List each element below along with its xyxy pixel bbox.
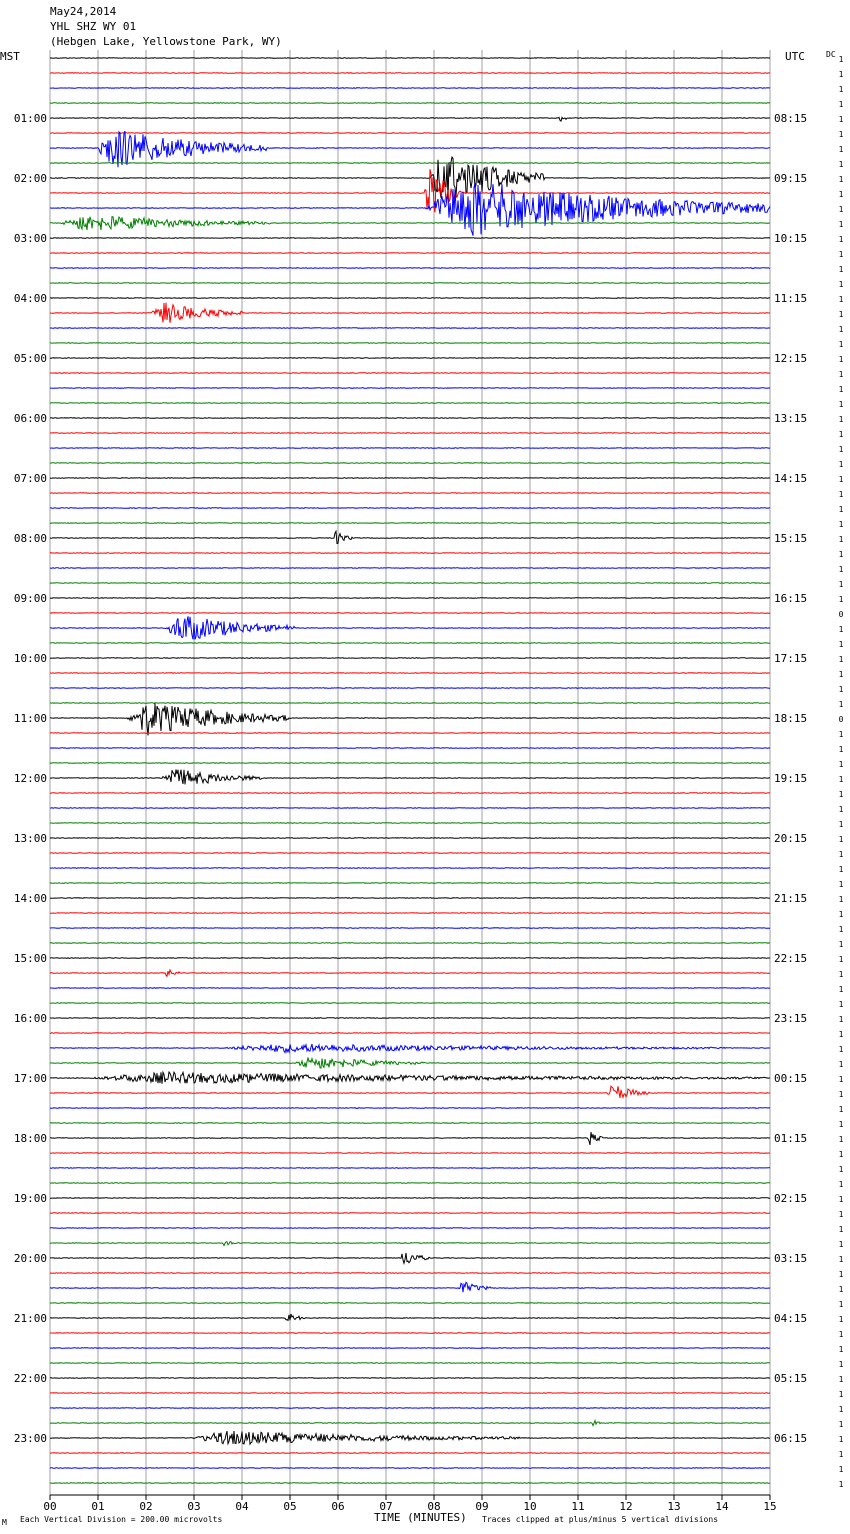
trace-line [50,583,770,584]
trace-line [50,970,770,976]
dc-offset-value: 1 [838,190,844,199]
dc-offset-value: 1 [838,1120,844,1129]
dc-offset-value: 1 [838,475,844,484]
dc-offset-value: 1 [838,955,844,964]
trace-line [50,358,770,359]
dc-offset-value: 1 [838,1210,844,1219]
trace-line [50,298,770,299]
utc-hour-label: 09:15 [774,172,808,185]
trace-line [50,616,770,639]
dc-offset-value: 1 [838,1045,844,1054]
dc-offset-value: 1 [838,1225,844,1234]
trace-rows [50,58,770,1484]
trace-line [50,1378,770,1379]
trace-line [50,1468,770,1469]
dc-offset-value: 1 [838,670,844,679]
dc-offset-value: 1 [838,1330,844,1339]
utc-hour-label: 19:15 [774,772,808,785]
trace-line [50,823,770,824]
x-tick-label: 10 [523,1500,537,1513]
x-tick-label: 13 [667,1500,681,1513]
dc-offset-value: 0 [838,610,844,619]
station-code: YHL SHZ WY 01 [50,20,137,33]
trace-line [50,913,770,914]
mst-hour-label: 05:00 [13,352,47,365]
trace-line [50,1303,770,1304]
trace-line [50,748,770,749]
dc-offset-value: 1 [838,1270,844,1279]
trace-line [50,1123,770,1124]
dc-offset-value: 1 [838,1030,844,1039]
mst-hour-label: 01:00 [13,112,47,125]
mst-hour-label: 21:00 [13,1312,47,1325]
trace-line [50,1132,770,1145]
right-timezone-label: UTC [785,50,805,63]
dc-offset-value: 1 [838,280,844,289]
trace-line [50,598,770,599]
mst-hour-label: 22:00 [13,1372,47,1385]
dc-offset-value: 1 [838,1180,844,1189]
dc-offset-value: 1 [838,1315,844,1324]
trace-line [50,703,770,704]
dc-offset-value: 1 [838,445,844,454]
dc-offset-value: 1 [838,775,844,784]
dc-offset-value: 1 [838,355,844,364]
corner-mark: M [2,1518,7,1527]
dc-offset-value: 1 [838,1435,844,1444]
trace-line [50,988,770,989]
dc-offset-value: 1 [838,340,844,349]
trace-line [50,88,770,89]
trace-line [50,1253,770,1263]
dc-offset-value: 1 [838,400,844,409]
trace-line [50,373,770,374]
trace-line [50,268,770,269]
dc-offset-value: 1 [838,220,844,229]
mst-hour-label: 16:00 [13,1012,47,1025]
trace-line [50,1363,770,1364]
trace-line [50,183,770,235]
dc-offset-value: 1 [838,160,844,169]
dc-offset-value: 1 [838,115,844,124]
dc-offset-value: 1 [838,880,844,889]
dc-offset-value: 1 [838,790,844,799]
mst-hour-label: 14:00 [13,892,47,905]
trace-line [50,433,770,434]
trace-line [50,553,770,554]
dc-offset-value: 1 [838,565,844,574]
utc-hour-label: 05:15 [774,1372,808,1385]
utc-hour-label: 00:15 [774,1072,808,1085]
trace-line [50,1044,770,1053]
dc-offset-value: 1 [838,985,844,994]
trace-line [50,58,770,59]
trace-line [50,403,770,404]
dc-offset-value: 1 [838,625,844,634]
dc-offset-value: 1 [838,85,844,94]
mst-hour-label: 13:00 [13,832,47,845]
clip-note: Traces clipped at plus/minus 5 vertical divisions [482,1515,719,1524]
dc-offset-value: 1 [838,1165,844,1174]
dc-offset-value: 1 [838,1405,844,1414]
utc-hour-label: 12:15 [774,352,808,365]
trace-line [50,673,770,674]
trace-line [50,478,770,479]
trace-line [50,770,770,785]
trace-line [50,703,770,735]
utc-hour-label: 21:15 [774,892,808,905]
trace-line [50,1421,770,1426]
dc-offset-value: 1 [838,895,844,904]
dc-offset-value: 1 [838,685,844,694]
utc-hour-label: 13:15 [774,412,808,425]
dc-offset-value: 1 [838,385,844,394]
dc-offset-value: 1 [838,1450,844,1459]
trace-line [50,763,770,764]
trace-line [50,117,770,121]
trace-line [50,958,770,959]
trace-line [50,568,770,569]
dc-offset-value: 1 [838,1195,844,1204]
utc-hour-label: 03:15 [774,1252,808,1265]
trace-line [50,1348,770,1349]
dc-offset-value: 1 [838,310,844,319]
dc-offset-value: 1 [838,820,844,829]
dc-offset-value: 1 [838,1480,844,1489]
dc-offset-value: 1 [838,505,844,514]
mst-hour-label: 06:00 [13,412,47,425]
utc-hour-label: 17:15 [774,652,808,665]
trace-line [50,1033,770,1034]
dc-offset-value: 1 [838,1300,844,1309]
trace-line [50,1408,770,1409]
dc-offset-value: 1 [838,370,844,379]
hour-labels [14,55,844,1489]
dc-offset-value: 1 [838,490,844,499]
trace-line [50,238,770,239]
mst-hour-label: 23:00 [13,1432,47,1445]
trace-line [50,1213,770,1214]
trace-line [50,1018,770,1019]
dc-offset-value: 1 [838,1390,844,1399]
trace-line [50,448,770,449]
trace-line [50,838,770,839]
dc-offset-value: 1 [838,925,844,934]
dc-offset-value: 1 [838,250,844,259]
mst-hour-label: 04:00 [13,292,47,305]
dc-offset-value: 1 [838,910,844,919]
trace-line [50,493,770,494]
dc-offset-value: 1 [838,535,844,544]
trace-line [50,283,770,284]
trace-line [50,643,770,644]
dc-offset-value: 1 [838,1090,844,1099]
dc-offset-value: 1 [838,970,844,979]
trace-line [50,1183,770,1184]
trace-line [50,1333,770,1334]
dc-offset-value: 1 [838,520,844,529]
utc-hour-label: 23:15 [774,1012,808,1025]
x-tick-label: 11 [571,1500,585,1513]
trace-line [50,733,770,734]
trace-line [50,1393,770,1394]
trace-line [50,1431,770,1444]
trace-line [50,463,770,464]
trace-line [50,1108,770,1109]
mst-hour-label: 03:00 [13,232,47,245]
utc-hour-label: 14:15 [774,472,808,485]
dc-offset-value: 1 [838,430,844,439]
x-axis-title: TIME (MINUTES) [374,1511,467,1524]
dc-offset-value: 1 [838,1075,844,1084]
station-location: (Hebgen Lake, Yellowstone Park, WY) [50,35,282,48]
dc-offset-value: 1 [838,205,844,214]
trace-line [50,1228,770,1229]
trace-line [50,73,770,74]
trace-line [50,808,770,809]
dc-offset-value: 1 [838,325,844,334]
trace-line [50,388,770,389]
dc-offset-value: 1 [838,730,844,739]
trace-line [50,343,770,344]
trace-line [50,688,770,689]
trace-line [50,1153,770,1154]
dc-offset-value: 1 [838,760,844,769]
x-tick-label: 05 [283,1500,297,1513]
x-tick-label: 12 [619,1500,633,1513]
x-tick-label: 06 [331,1500,345,1513]
dc-offset-value: 1 [838,865,844,874]
x-tick-label: 01 [91,1500,105,1513]
dc-offset-value: 1 [838,1375,844,1384]
trace-line [50,1282,770,1292]
dc-offset-value: 1 [838,655,844,664]
trace-line [50,928,770,929]
dc-offset-value: 1 [838,1255,844,1264]
trace-line [50,328,770,329]
utc-hour-label: 10:15 [774,232,808,245]
utc-hour-label: 08:15 [774,112,808,125]
dc-offset-value: 1 [838,1420,844,1429]
trace-line [50,523,770,524]
utc-hour-label: 02:15 [774,1192,808,1205]
utc-hour-label: 15:15 [774,532,808,545]
dc-offset-value: 1 [838,1240,844,1249]
trace-line [50,1273,770,1274]
trace-line [50,1314,770,1320]
utc-hour-label: 11:15 [774,292,808,305]
dc-offset-value: 1 [838,1105,844,1114]
utc-hour-label: 20:15 [774,832,808,845]
dc-offset-value: 1 [838,235,844,244]
dc-offset-value: 1 [838,415,844,424]
utc-hour-label: 01:15 [774,1132,808,1145]
trace-line [50,868,770,869]
dc-offset-value: 1 [838,1060,844,1069]
dc-offset-value: 1 [838,1345,844,1354]
mst-hour-label: 02:00 [13,172,47,185]
dc-offset-value: 1 [838,175,844,184]
dc-offset-value: 1 [838,745,844,754]
trace-line [50,793,770,794]
dc-offset-value: 1 [838,850,844,859]
x-tick-label: 14 [715,1500,729,1513]
x-tick-label: 08 [427,1500,441,1513]
trace-line [50,1168,770,1169]
dc-offset-value: 1 [838,295,844,304]
dc-offset-value: 1 [838,1285,844,1294]
trace-line [50,943,770,944]
mst-hour-label: 17:00 [13,1072,47,1085]
dc-offset-value: 1 [838,1000,844,1009]
mst-hour-label: 07:00 [13,472,47,485]
mst-hour-label: 15:00 [13,952,47,965]
mst-hour-label: 20:00 [13,1252,47,1265]
dc-offset-value: 1 [838,940,844,949]
dc-offset-value: 1 [838,70,844,79]
trace-line [50,1072,770,1084]
scale-note: Each Vertical Division = 200.00 microvolts [20,1515,223,1524]
dc-label: DC [826,50,836,59]
dc-offset-value: 1 [838,805,844,814]
trace-line [50,1198,770,1199]
trace-line [50,613,770,614]
trace-line [50,418,770,419]
x-tick-label: 07 [379,1500,393,1513]
dc-offset-value: 1 [838,550,844,559]
x-tick-label: 00 [43,1500,57,1513]
mst-hour-label: 18:00 [13,1132,47,1145]
trace-line [50,1483,770,1484]
dc-offset-value: 1 [838,130,844,139]
utc-hour-label: 16:15 [774,592,808,605]
mst-hour-label: 19:00 [13,1192,47,1205]
trace-line [50,1242,770,1246]
dc-offset-value: 1 [838,1135,844,1144]
trace-line [50,531,770,543]
dc-offset-value: 1 [838,55,844,64]
trace-line [50,1086,770,1098]
utc-hour-label: 06:15 [774,1432,808,1445]
dc-offset-value: 1 [838,100,844,109]
trace-line [50,303,770,323]
utc-hour-label: 04:15 [774,1312,808,1325]
trace-line [50,898,770,899]
dc-offset-value: 1 [838,640,844,649]
dc-offset-value: 1 [838,1360,844,1369]
dc-offset-value: 1 [838,460,844,469]
trace-line [50,133,770,134]
trace-line [50,508,770,509]
plot-date: May24,2014 [50,5,117,18]
mst-hour-label: 10:00 [13,652,47,665]
x-tick-label: 15 [763,1500,777,1513]
dc-offset-value: 1 [838,1150,844,1159]
x-tick-label: 09 [475,1500,489,1513]
trace-line [50,253,770,254]
mst-hour-label: 12:00 [13,772,47,785]
dc-offset-value: 1 [838,580,844,589]
trace-line [50,883,770,884]
dc-offset-value: 1 [838,265,844,274]
utc-hour-label: 18:15 [774,712,808,725]
dc-offset-value: 1 [838,1015,844,1024]
trace-line [50,131,770,167]
trace-line [50,217,770,231]
left-timezone-label: MST [0,50,20,63]
x-tick-label: 03 [187,1500,201,1513]
trace-line [50,1003,770,1004]
dc-offset-value: 1 [838,1465,844,1474]
trace-line [50,103,770,104]
trace-line [50,658,770,659]
trace-line [50,1453,770,1454]
utc-hour-label: 22:15 [774,952,808,965]
dc-offset-value: 1 [838,835,844,844]
mst-hour-label: 09:00 [13,592,47,605]
mst-hour-label: 08:00 [13,532,47,545]
x-tick-label: 02 [139,1500,153,1513]
mst-hour-label: 11:00 [13,712,47,725]
trace-line [50,163,770,164]
dc-offset-value: 1 [838,145,844,154]
dc-offset-value: 0 [838,715,844,724]
trace-line [50,1058,770,1069]
dc-offset-value: 1 [838,595,844,604]
x-tick-label: 04 [235,1500,249,1513]
dc-offset-value: 1 [838,700,844,709]
trace-line [50,853,770,854]
time-gridlines [50,50,770,1495]
